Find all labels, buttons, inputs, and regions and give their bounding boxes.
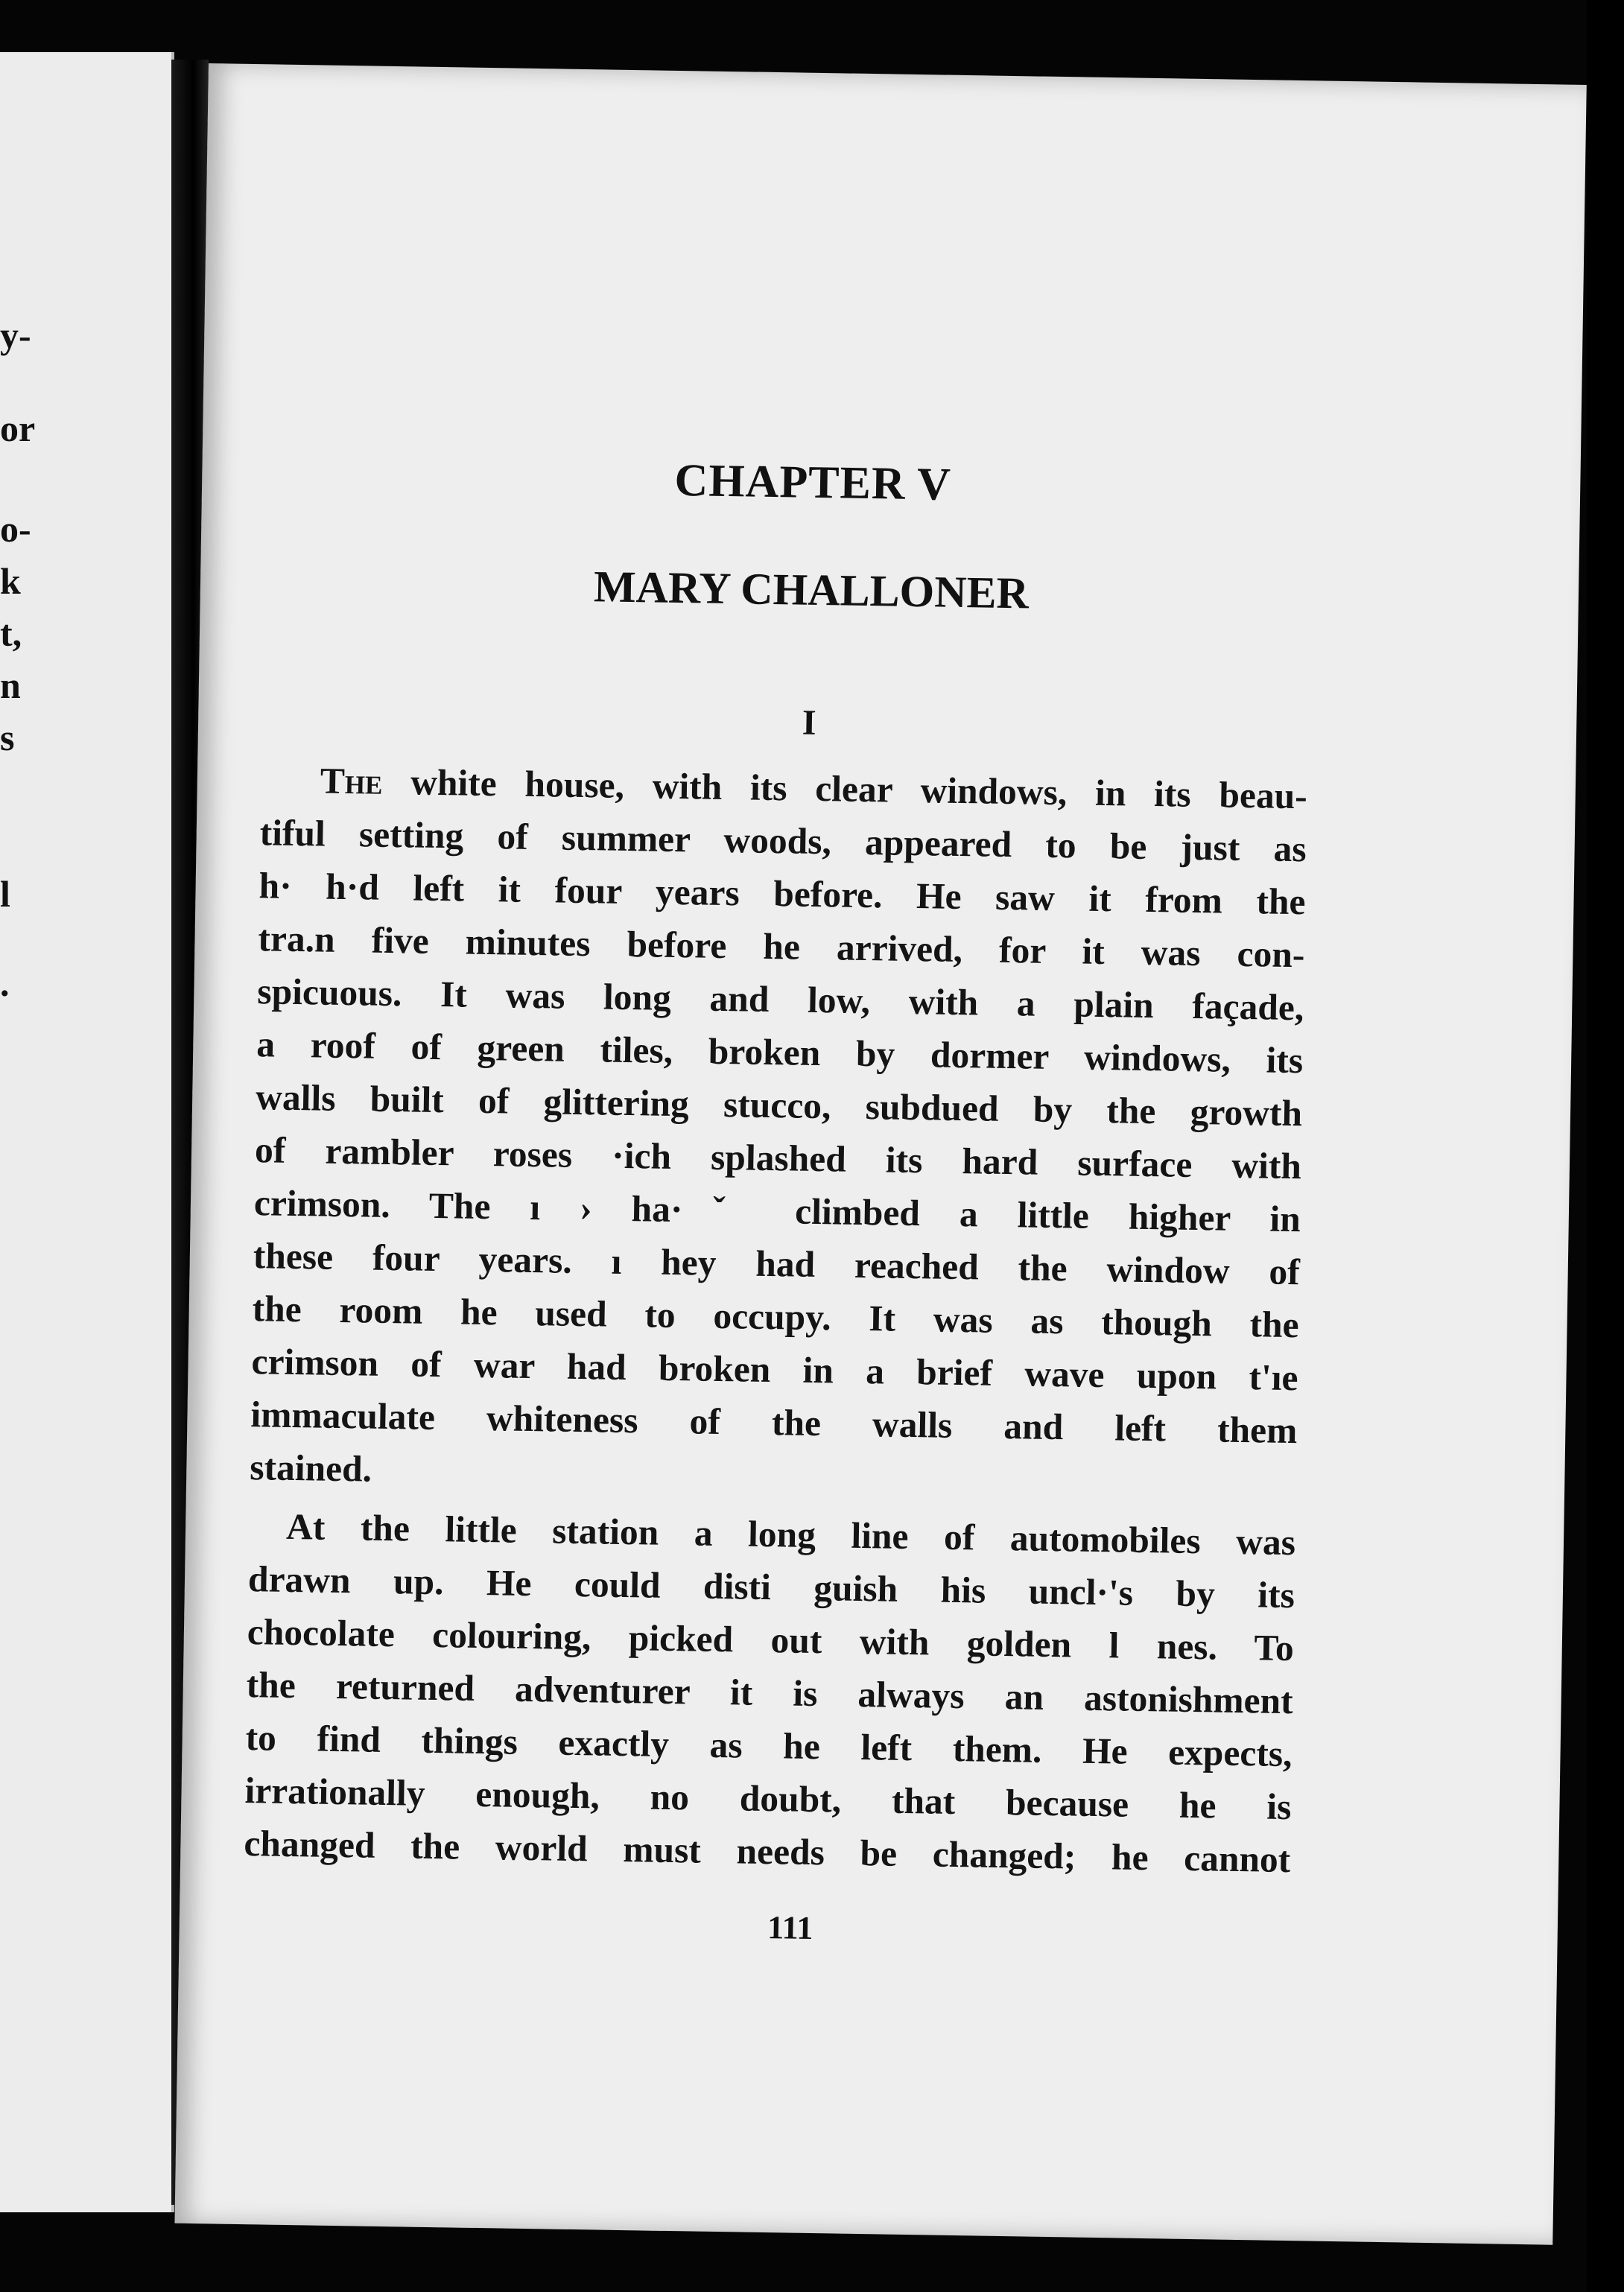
- left-fragment: or: [0, 407, 36, 449]
- section-number: I: [802, 702, 816, 743]
- text-line: the room he used to occupy. It was as though the: [252, 1288, 1300, 1346]
- text-line: The white house, with its clear windows, in its beau-: [320, 760, 1308, 817]
- page-number: 111: [767, 1909, 813, 1947]
- text-line: of rambler roses ·ich splashed its hard surface with: [254, 1129, 1302, 1187]
- text-line: crimson. The ı › ha·ˇ climbed a little higher in: [253, 1182, 1301, 1240]
- left-fragment: y-: [0, 314, 31, 356]
- chapter-number: CHAPTER V: [674, 454, 952, 510]
- text-line: tra.n five minutes before he arrived, for it was con-: [258, 918, 1305, 976]
- left-fragment: s: [0, 717, 15, 758]
- left-page-edge: [0, 52, 174, 2212]
- left-fragment: n: [0, 664, 21, 706]
- text-line: chocolate colouring, picked out with golden l nes. To: [247, 1611, 1295, 1669]
- text-line: spicuous. It was long and low, with a plain façade,: [257, 971, 1304, 1029]
- left-fragment: t,: [0, 612, 22, 654]
- text-line: irrationally enough, no doubt, that because he is: [244, 1770, 1292, 1828]
- left-page-text-fragments: [0, 52, 171, 2212]
- text-line: a roof of green tiles, broken by dormer windows, its: [256, 1023, 1304, 1082]
- text-line: stained.: [249, 1447, 372, 1490]
- text-line: At the little station a long line of automobiles was: [285, 1505, 1296, 1564]
- book-page: [174, 63, 1586, 2245]
- left-fragment: o-: [0, 508, 31, 550]
- body-text: [244, 753, 1307, 1886]
- text-line: crimson of war had broken in a brief wave upon t'ıe: [251, 1341, 1298, 1399]
- text-line: changed the world must needs be changed; he cannot: [244, 1823, 1291, 1881]
- left-fragment: .: [0, 962, 10, 1004]
- text-line: to find things exactly as he left them. He expects,: [245, 1717, 1292, 1775]
- right-scan-border: [1587, 0, 1624, 2292]
- text-line: tiful setting of summer woods, appeared to be just as: [259, 812, 1307, 870]
- text-line: drawn up. He could disti guish his uncl·'s by its: [247, 1558, 1295, 1616]
- text-line: immaculate whiteness of the walls and left them: [250, 1394, 1298, 1452]
- left-fragment: l: [0, 873, 10, 915]
- text-line: h· h·d left it four years before. He saw it from the: [258, 865, 1306, 923]
- left-fragment: k: [0, 560, 21, 602]
- text-line: these four years. ı hey had reached the window of: [253, 1235, 1301, 1293]
- chapter-title: MARY CHALLONER: [593, 562, 1030, 618]
- text-line: the returned adventurer it is always an astonishment: [246, 1664, 1294, 1722]
- text-line: walls built of glittering stucco, subdued by the growth: [255, 1076, 1303, 1134]
